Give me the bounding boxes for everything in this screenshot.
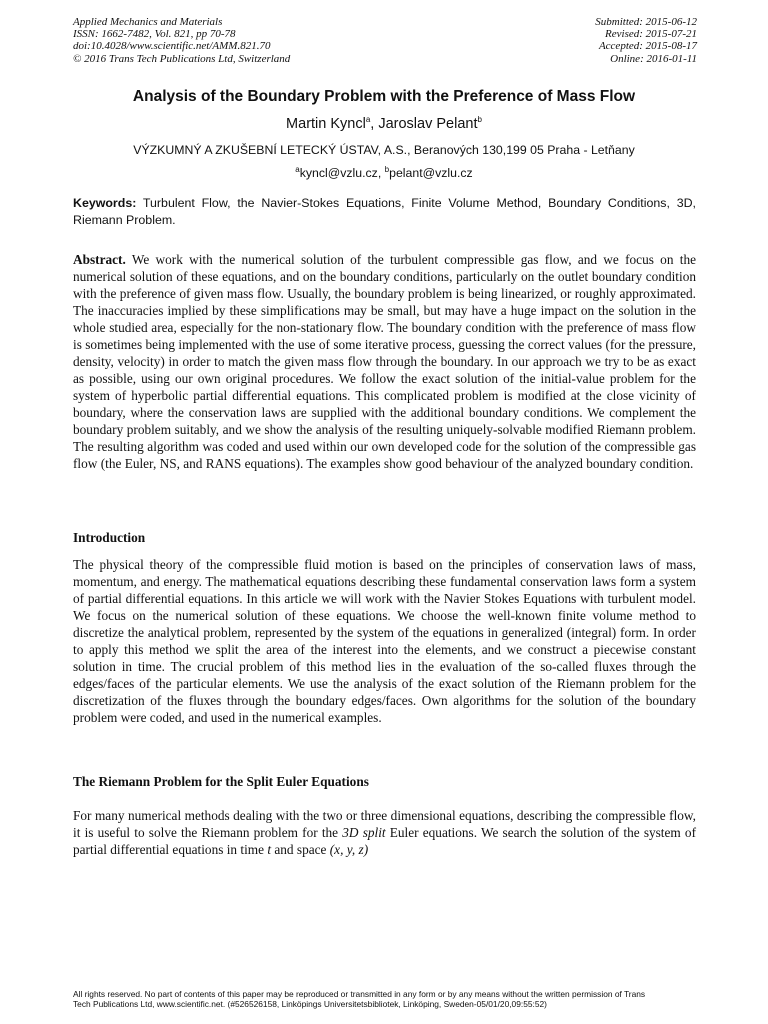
header-left (73, 16, 290, 65)
abstract-label: Abstract. (73, 252, 126, 267)
math-var-space: (x, y, z) (329, 842, 369, 857)
header-right (595, 16, 697, 65)
issn: ISSN: 1662-7482, Vol. 821, pp 70-78 (73, 28, 236, 41)
author-1: Martin Kyncl (286, 116, 366, 132)
emails (40, 166, 728, 180)
math-var-t: t (267, 842, 272, 857)
paper-title: Analysis of the Boundary Problem with the Preference of Mass Flow (132, 88, 636, 105)
author-1-affil-mark: a (365, 115, 371, 125)
copyright: © 2016 Trans Tech Publications Ltd, Switzerland (73, 52, 291, 65)
riemann-text (73, 807, 696, 858)
riemann-text-3: and space (271, 842, 330, 857)
footer-line-2: Tech Publications Ltd, www.scientific.net. (#526526158, Linköpings Universitetsbibliotek, Linköping, Sweden-05/01/20,09:55:52) (73, 998, 547, 1009)
riemann-heading: The Riemann Problem for the Split Euler Equations (73, 774, 369, 789)
authors (40, 116, 728, 132)
keywords-label: Keywords: (73, 196, 137, 210)
footer-line-1: All rights reserved. No part of contents of this paper may be reproduced or transmitted in any form or by any means without the written permission of Trans (73, 989, 646, 999)
copyright-footer (73, 990, 703, 1009)
email-b-mark: b (384, 164, 390, 174)
abstract (73, 251, 696, 472)
online-date: Online: 2016-01-11 (610, 52, 697, 65)
riemann-emphasis: 3D split (342, 825, 386, 840)
introduction-text: The physical theory of the compressible fluid motion is based on the principles of conservation laws of mass, momentum, and energy. The mathematical equations describing these fundamental conservation laws form a system of partial differential equations. In this article we will work with the Navier Stokes Equations with turbulent model. We focus on the numerical solution of these equations. We choose the well-known finite volume method to discretize the analytical problem, represented by the system of the equations in generalized (integral) form. In order to apply this method we split the area of the interest into the elements, and we construct a piecewise constant solution in time. The crucial problem of this method lies in the evaluation of the so-called fluxes through the edges/faces of the particular elements. We use the analysis of the exact solution of the Riemann problem for the discretization of the fluxes through the boundary edges/faces. Own algorithms for the solution of the boundary problem were coded, and used in the numerical examples. (73, 557, 696, 725)
revised-date: Revised: 2015-07-21 (605, 28, 697, 41)
author-separator: , (370, 116, 379, 132)
email-a: kyncl@vzlu.cz (299, 166, 378, 180)
email-a-mark: a (295, 164, 300, 174)
journal-header (73, 16, 697, 65)
keywords-text: Turbulent Flow, the Navier-Stokes Equations, Finite Volume Method, Boundary Conditions, 3D, Riemann Problem. (73, 196, 696, 227)
email-b: pelant@vzlu.cz (389, 166, 473, 180)
submitted-date: Submitted: 2015-06-12 (595, 16, 697, 28)
author-2-affil-mark: b (477, 115, 482, 125)
accepted-date: Accepted: 2015-08-17 (598, 40, 697, 53)
keywords (73, 195, 696, 229)
abstract-text: We work with the numerical solution of the turbulent compressible gas flow, and we focus on the numerical solution of these equations, and on the boundary conditions, particularly on the outlet boundary condition with the preference of given mass flow. Usually, the boundary problem is being linearized, or roughly approximated. The inaccuracies implied by these simplifications may be small, but may have a huge impact on the solution in the whole studied area, especially for the non-stationary flow. The boundary condition with the preference of mass flow is sometimes being implemented with the use of some iterative process, guessing the correct values (for the pressure, density, velocity) in order to match the given mass flow through the boundary. In our approach we try to be as exact as possible, using our own original procedures. We follow the exact solution of the initial-value problem for the system of hyperbolic partial differential equations. This complicated problem is modified at the close vicinity of boundary, where the conservation laws are supplied with the additional boundary conditions. We complement the boundary problem suitably, and we show the analysis of the resulting uniquely-solvable modified Riemann problem. The resulting algorithm was coded and used within our own developed code for the solution of the compressible gas flow (the Euler, NS, and RANS equations). The examples show good behaviour of the analyzed boundary condition. (73, 252, 696, 471)
riemann-text-2: Euler equations. We search the solution of the system of partial differential equations in time (73, 825, 697, 857)
journal-name: Applied Mechanics and Materials (73, 16, 223, 28)
email-separator: , (377, 166, 385, 180)
author-2: Jaroslav Pelant (378, 116, 478, 132)
doi: doi:10.4028/www.scientific.net/AMM.821.70 (73, 40, 271, 53)
affiliation: VÝZKUMNÝ A ZKUŠEBNÍ LETECKÝ ÚSTAV, A.S., Beranových 130,199 05 Praha - Letňany (133, 143, 635, 157)
introduction-heading: Introduction (73, 530, 146, 545)
riemann-text-1: For many numerical methods dealing with the two or three dimensional equations, describing the compressible flow, it is useful to solve the Riemann problem for the (73, 808, 696, 840)
